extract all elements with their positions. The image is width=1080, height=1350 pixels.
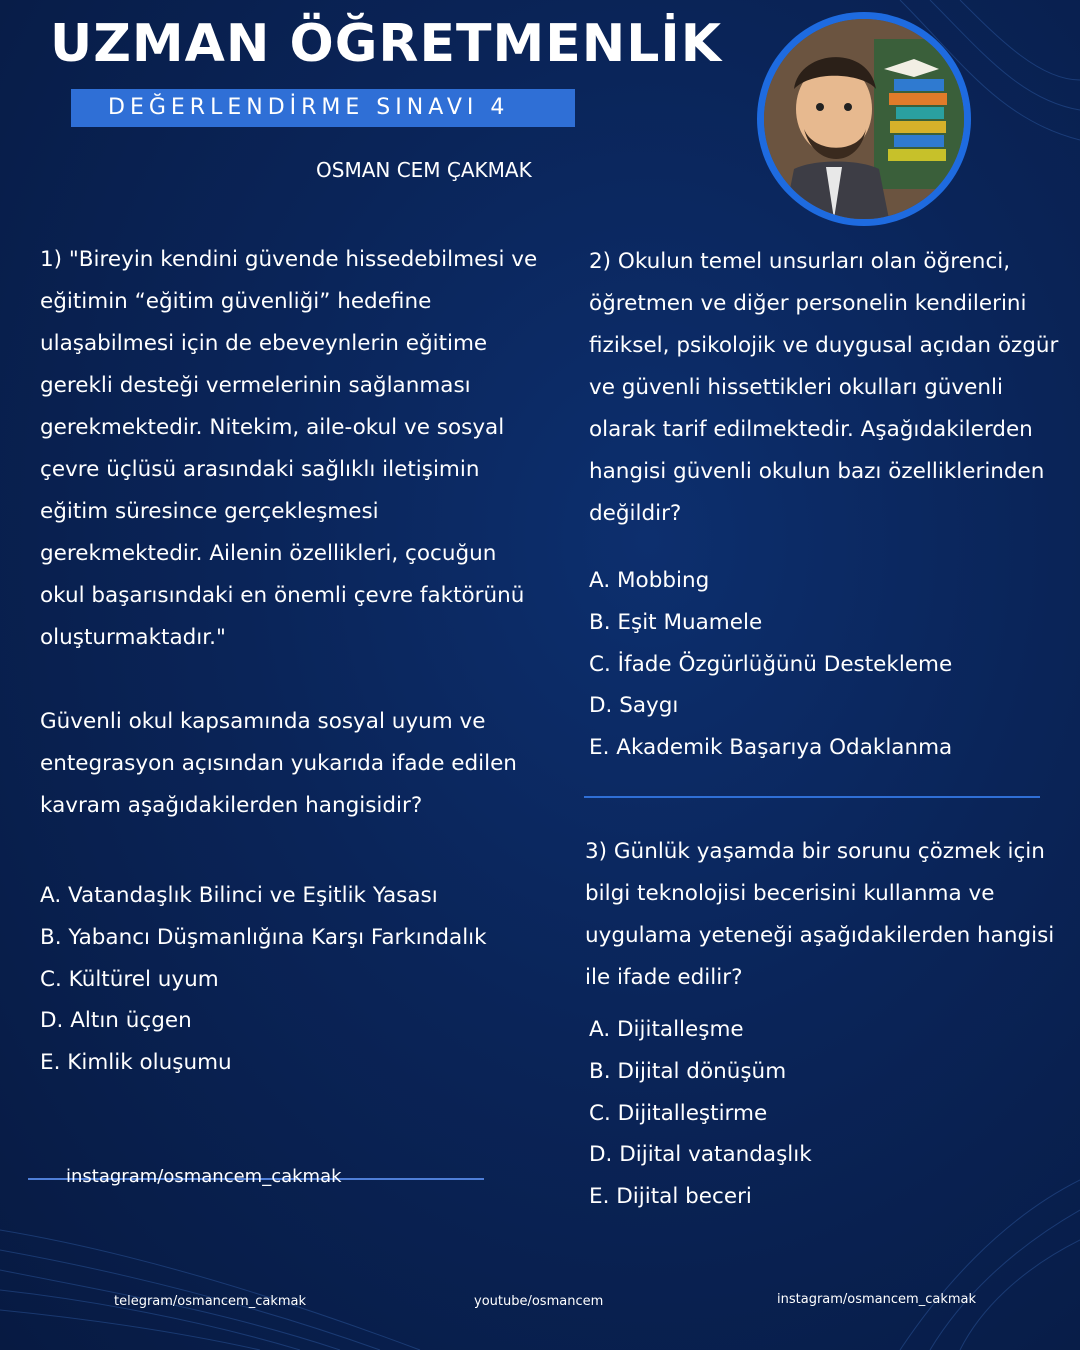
instagram-handle-link[interactable]: instagram/osmancem_cakmak bbox=[66, 1166, 342, 1187]
option-c[interactable]: C. Kültürel uyum bbox=[40, 966, 219, 992]
avatar-illustration bbox=[764, 19, 964, 219]
section-divider bbox=[584, 796, 1040, 798]
option-b[interactable]: B. Dijital dönüşüm bbox=[589, 1058, 787, 1084]
option-a[interactable]: A. Mobbing bbox=[589, 568, 710, 593]
option-e[interactable]: E. Dijital beceri bbox=[589, 1184, 752, 1210]
question-3-options bbox=[589, 1009, 1069, 1218]
option-a[interactable]: A. Vatandaşlık Bilinci ve Eşitlik Yasası bbox=[40, 883, 438, 908]
page-title: UZMAN ÖĞRETMENLİK bbox=[50, 14, 723, 74]
instagram-link[interactable]: instagram/osmancem_cakmak bbox=[777, 1292, 976, 1307]
option-b[interactable]: B. Yabancı Düşmanlığına Karşı Farkındalık bbox=[40, 924, 487, 950]
question-2-text: 2) Okulun temel unsurları olan öğrenci, öğretmen ve diğer personelin kendilerini fiziksel, psikolojik ve duygusal açıdan özgür ve güvenli hissettikleri okulları güvenli olarak tarif edilmektedir. Aşağıdakilerden hangisi güvenli okulun bazı özelliklerinden değildir? bbox=[589, 249, 1059, 526]
author-name: OSMAN CEM ÇAKMAK bbox=[316, 158, 532, 182]
option-d[interactable]: D. Dijital vatandaşlık bbox=[589, 1142, 812, 1168]
telegram-link[interactable]: telegram/osmancem_cakmak bbox=[114, 1294, 307, 1309]
teacher-illustration-icon bbox=[764, 19, 964, 219]
option-d[interactable]: D. Altın üçgen bbox=[40, 1008, 192, 1034]
option-c[interactable]: C. İfade Özgürlüğünü Destekleme bbox=[589, 651, 953, 677]
question-1-options bbox=[40, 875, 550, 1084]
question-2-options bbox=[589, 560, 1069, 769]
option-a[interactable]: A. Dijitalleşme bbox=[589, 1017, 744, 1042]
question-3-text: 3) Günlük yaşamda bir sorunu çözmek için bilgi teknolojisi becerisini kullanma ve uygulama yeteneği aşağıdakilerden hangisi ile ifade edilir? bbox=[585, 839, 1055, 990]
question-1-paragraph: 1) "Bireyin kendini güvende hissedebilmesi ve eğitimin “eğitim güvenliği” hedefine ulaşabilmesi için de ebeveynlerin eğitime gerekli desteği vermelerinin sağlanması gerekmektedir. Nitekim, aile-okul ve sosyal çevre üçlüsü arasındaki sağlıklı iletişimin eğitim süresince gerçekleşmesi gerekmektedir. Ailenin özellikleri, çocuğun okul başarısındaki en önemli çevre faktörünü oluşturmaktadır." bbox=[40, 247, 538, 650]
page-subtitle: DEĞERLENDİRME SINAVI 4 bbox=[108, 95, 510, 120]
option-e[interactable]: E. Kimlik oluşumu bbox=[40, 1050, 232, 1076]
youtube-link[interactable]: youtube/osmancem bbox=[474, 1294, 604, 1309]
option-d[interactable]: D. Saygı bbox=[589, 693, 679, 719]
option-c[interactable]: C. Dijitalleştirme bbox=[589, 1100, 768, 1126]
question-1-prompt: Güvenli okul kapsamında sosyal uyum ve entegrasyon açısından yukarıda ifade edilen kavram aşağıdakilerden hangisidir? bbox=[40, 709, 517, 818]
option-b[interactable]: B. Eşit Muamele bbox=[589, 609, 763, 635]
avatar bbox=[757, 12, 971, 226]
option-e[interactable]: E. Akademik Başarıya Odaklanma bbox=[589, 735, 953, 761]
